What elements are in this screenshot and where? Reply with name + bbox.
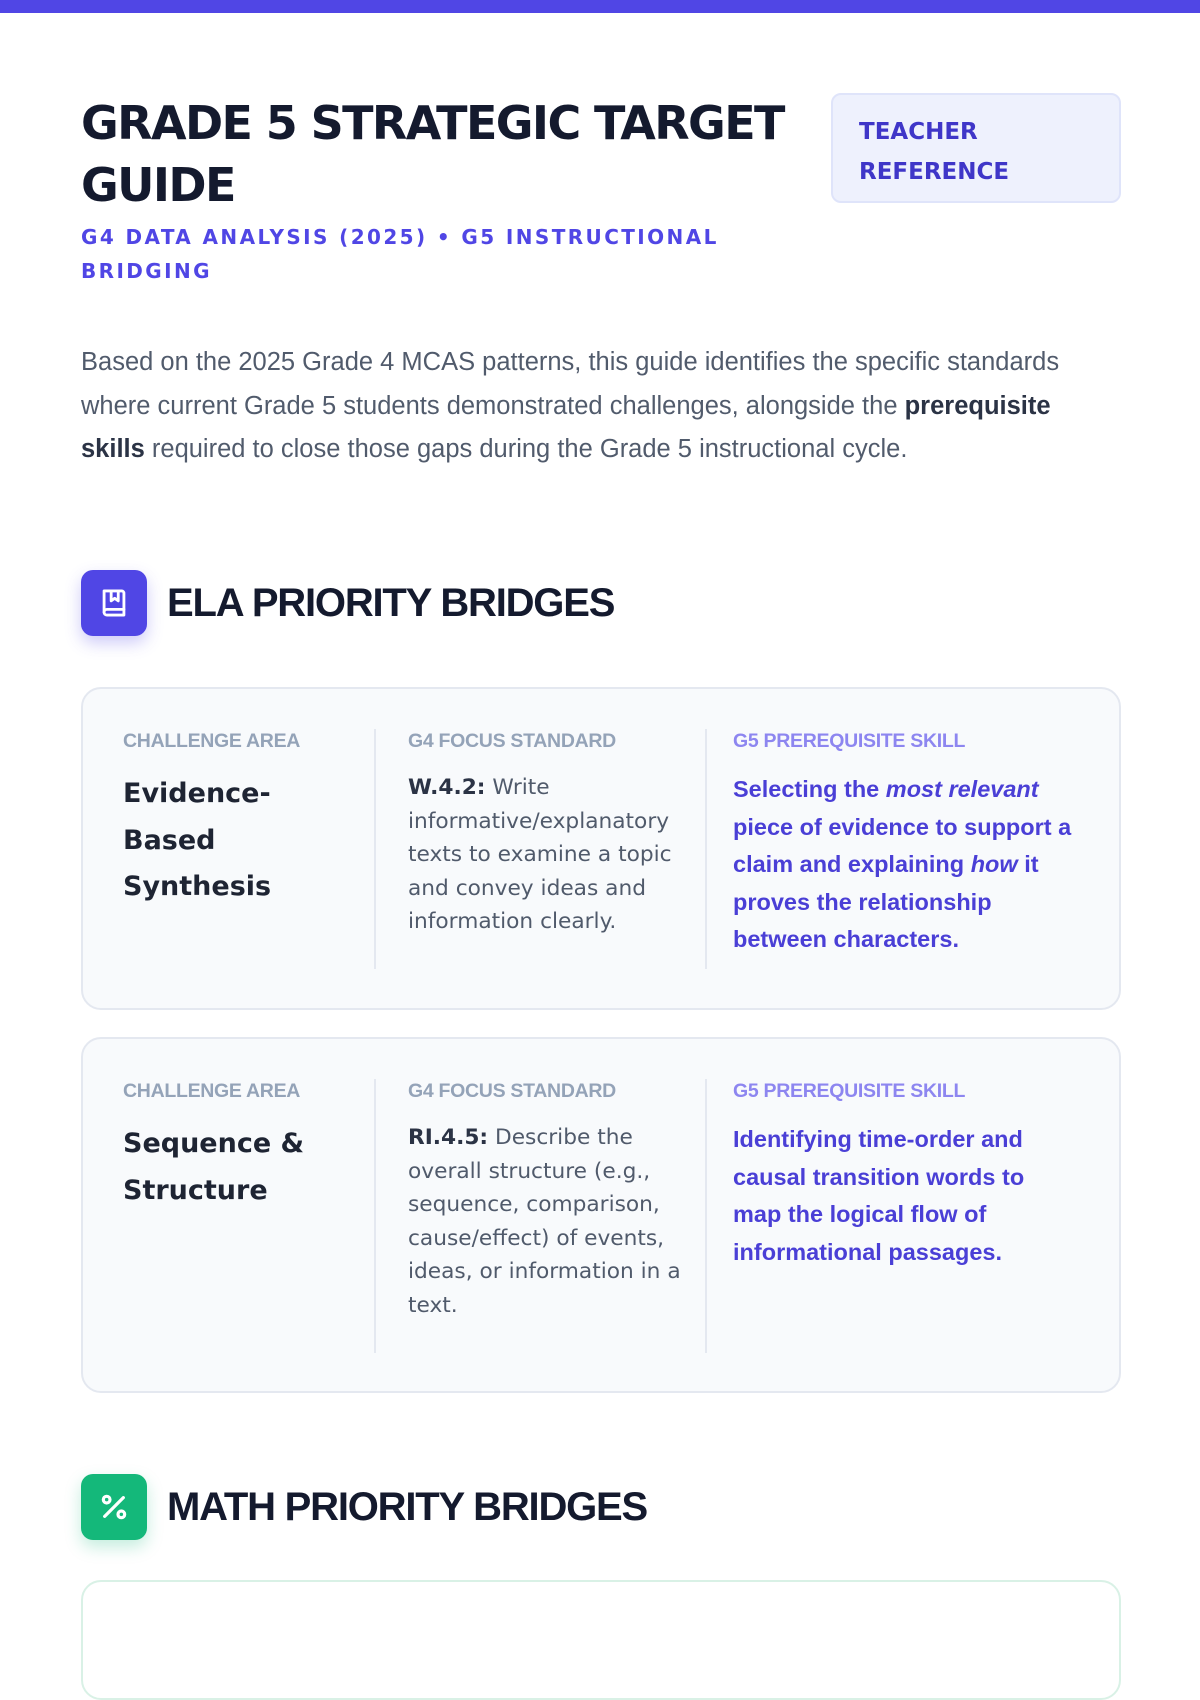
ela-section-header	[81, 570, 981, 636]
prerequisite-skill-text	[733, 771, 1073, 959]
intro-emphasis: prerequisite skills	[81, 391, 1051, 463]
challenge-area-label: CHALLENGE AREA	[123, 1080, 301, 1102]
standard-description: Write informative/explanatory texts to examine a topic and convey ideas and information clearly.	[408, 775, 672, 934]
math-section-title: MATH PRIORITY BRIDGES	[167, 1485, 648, 1529]
standard-code: RI.4.5:	[408, 1125, 489, 1150]
focus-standard-text	[408, 771, 683, 939]
focus-standard-column	[408, 1079, 683, 1322]
column-divider	[705, 729, 707, 969]
teacher-reference-badge: TEACHER REFERENCE	[831, 93, 1121, 203]
page-title: GRADE 5 STRATEGIC TARGET GUIDE	[81, 96, 784, 212]
focus-standard-text	[408, 1121, 683, 1322]
percent-icon	[81, 1474, 147, 1540]
standard-description: Describe the overall structure (e.g., sequence, comparison, cause/effect) of events, ideas, or information in a text.	[408, 1125, 681, 1318]
skill-text-part: Selecting the	[733, 776, 886, 802]
prerequisite-skill-column	[733, 1079, 1073, 1271]
book-bookmark-icon	[81, 570, 147, 636]
focus-standard-label: G4 FOCUS STANDARD	[408, 1080, 616, 1102]
page	[81, 0, 1121, 1600]
prerequisite-skill-column	[733, 729, 1073, 959]
prerequisite-skill-label: G5 PREREQUISITE SKILL	[733, 730, 966, 752]
challenge-area-value: Sequence & Structure	[123, 1128, 305, 1206]
page-subtitle: G4 DATA ANALYSIS (2025) • G5 INSTRUCTIONAL BRIDGING	[81, 225, 719, 283]
focus-standard-column	[408, 729, 683, 939]
challenge-area-value: Evidence-Based Synthesis	[123, 778, 272, 902]
column-divider	[705, 1079, 707, 1353]
skill-emphasis: most relevant	[885, 776, 1039, 802]
intro-paragraph	[81, 341, 1091, 472]
ela-bridge-card	[81, 1037, 1121, 1393]
skill-text-part: piece of evidence to support a claim and explaining	[733, 813, 1072, 877]
column-divider	[374, 1079, 376, 1353]
skill-text-part: it proves the relationship between characters.	[733, 851, 1039, 952]
standard-code: W.4.2:	[408, 775, 486, 800]
challenge-area-column	[123, 729, 363, 911]
prerequisite-skill-text: Identifying time-order and causal transition words to map the logical flow of informational passages.	[733, 1126, 1025, 1265]
ela-section-title: ELA PRIORITY BRIDGES	[167, 581, 615, 625]
challenge-area-label: CHALLENGE AREA	[123, 730, 301, 752]
intro-text-start: Based on the 2025 Grade 4 MCAS patterns, this guide identifies the specific standards where current Grade 5 students demonstrated challenges, alongside the	[81, 348, 1060, 420]
intro-text-end: required to close those gaps during the Grade 5 instructional cycle.	[144, 435, 908, 463]
focus-standard-label: G4 FOCUS STANDARD	[408, 730, 616, 752]
column-divider	[374, 729, 376, 969]
math-section-header	[81, 1474, 981, 1540]
math-bridge-card	[81, 1580, 1121, 1700]
challenge-area-column	[123, 1079, 363, 1214]
skill-emphasis: how	[970, 851, 1018, 877]
prerequisite-skill-label: G5 PREREQUISITE SKILL	[733, 1080, 966, 1102]
ela-bridge-card	[81, 687, 1121, 1010]
